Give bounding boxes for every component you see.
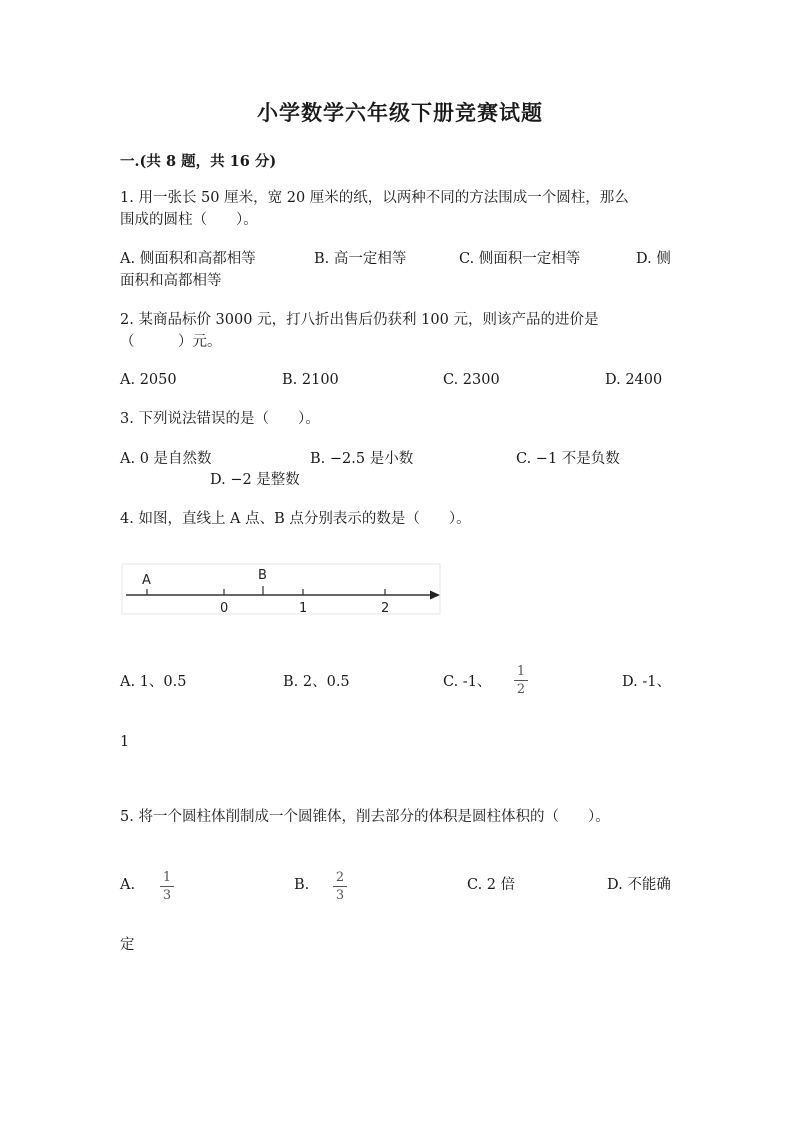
q5-option-d: D. 不能确 — [607, 877, 671, 893]
q4-option-a: A. 1、0.5 — [120, 674, 187, 690]
fraction-bar — [333, 886, 347, 887]
fraction-denominator: 2 — [516, 682, 526, 697]
q3-option-a: A. 0 是自然数 — [120, 451, 212, 467]
label-a: A — [142, 573, 151, 588]
q4-option-b: B. 2、0.5 — [283, 674, 350, 690]
fraction-numerator: 1 — [516, 664, 526, 679]
q3-option-d: D. −2 是整数 — [210, 472, 300, 488]
q1-option-d: D. 侧 — [636, 251, 671, 267]
q2-option-d: D. 2400 — [605, 372, 663, 388]
section-heading: 一.(共 8 题，共 16 分) — [120, 153, 277, 170]
q5-option-b: B. — [294, 877, 310, 893]
q3-option-b: B. −2.5 是小数 — [310, 451, 414, 467]
q2-option-b: B. 2100 — [282, 372, 339, 388]
tick-label-2: 2 — [381, 601, 390, 616]
fraction-numerator: 2 — [335, 870, 345, 885]
page-title: 小学数学六年级下册竞赛试题 — [257, 100, 543, 125]
label-b: B — [258, 568, 267, 583]
axis-arrow-icon — [430, 591, 440, 600]
q1-option-a: A. 侧面积和高都相等 — [120, 251, 256, 267]
q5-option-d-continued: 定 — [120, 937, 135, 953]
q3-stem: 3. 下列说法错误的是（ ）。 — [120, 411, 320, 427]
fraction-bar — [160, 886, 174, 887]
fraction-numerator: 1 — [162, 870, 172, 885]
tick-label-0: 0 — [220, 601, 229, 616]
number-line-figure — [120, 562, 450, 620]
q1-option-d-continued: 面积和高都相等 — [120, 273, 222, 289]
q2-option-a: A. 2050 — [120, 372, 177, 388]
q5-option-a-fraction — [158, 870, 176, 903]
q5-option-c: C. 2 倍 — [467, 877, 516, 893]
q5-option-a: A. — [120, 877, 136, 893]
q5-option-b-fraction — [331, 870, 349, 903]
q2-stem-line2: （ ）元。 — [120, 334, 222, 350]
fraction-bar — [514, 680, 528, 681]
q1-option-c: C. 侧面积一定相等 — [459, 251, 581, 267]
q2-option-c: C. 2300 — [443, 372, 500, 388]
figure-frame — [122, 564, 440, 614]
q5-stem: 5. 将一个圆柱体削制成一个圆锥体，削去部分的体积是圆柱体积的（ ）。 — [120, 809, 610, 825]
q4-option-c-fraction — [512, 664, 530, 697]
q2-stem-line1: 2. 某商品标价 3000 元，打八折出售后仍获利 100 元，则该产品的进价是 — [120, 312, 599, 328]
fraction-denominator: 3 — [162, 888, 172, 903]
q1-stem-line2: 围成的圆柱（ ）。 — [120, 212, 258, 228]
q4-option-d-continued: 1 — [120, 734, 130, 750]
q4-option-c: C. -1、 — [443, 674, 492, 690]
fraction-denominator: 3 — [335, 888, 345, 903]
q1-stem-line1: 1. 用一张长 50 厘米，宽 20 厘米的纸，以两种不同的方法围成一个圆柱，那么 — [120, 190, 629, 206]
q4-option-d: D. -1、 — [622, 674, 671, 690]
tick-label-1: 1 — [299, 601, 308, 616]
q3-option-c: C. −1 不是负数 — [516, 451, 620, 467]
q1-option-b: B. 高一定相等 — [314, 251, 407, 267]
q4-stem: 4. 如图，直线上 A 点、B 点分别表示的数是（ ）。 — [120, 511, 471, 527]
